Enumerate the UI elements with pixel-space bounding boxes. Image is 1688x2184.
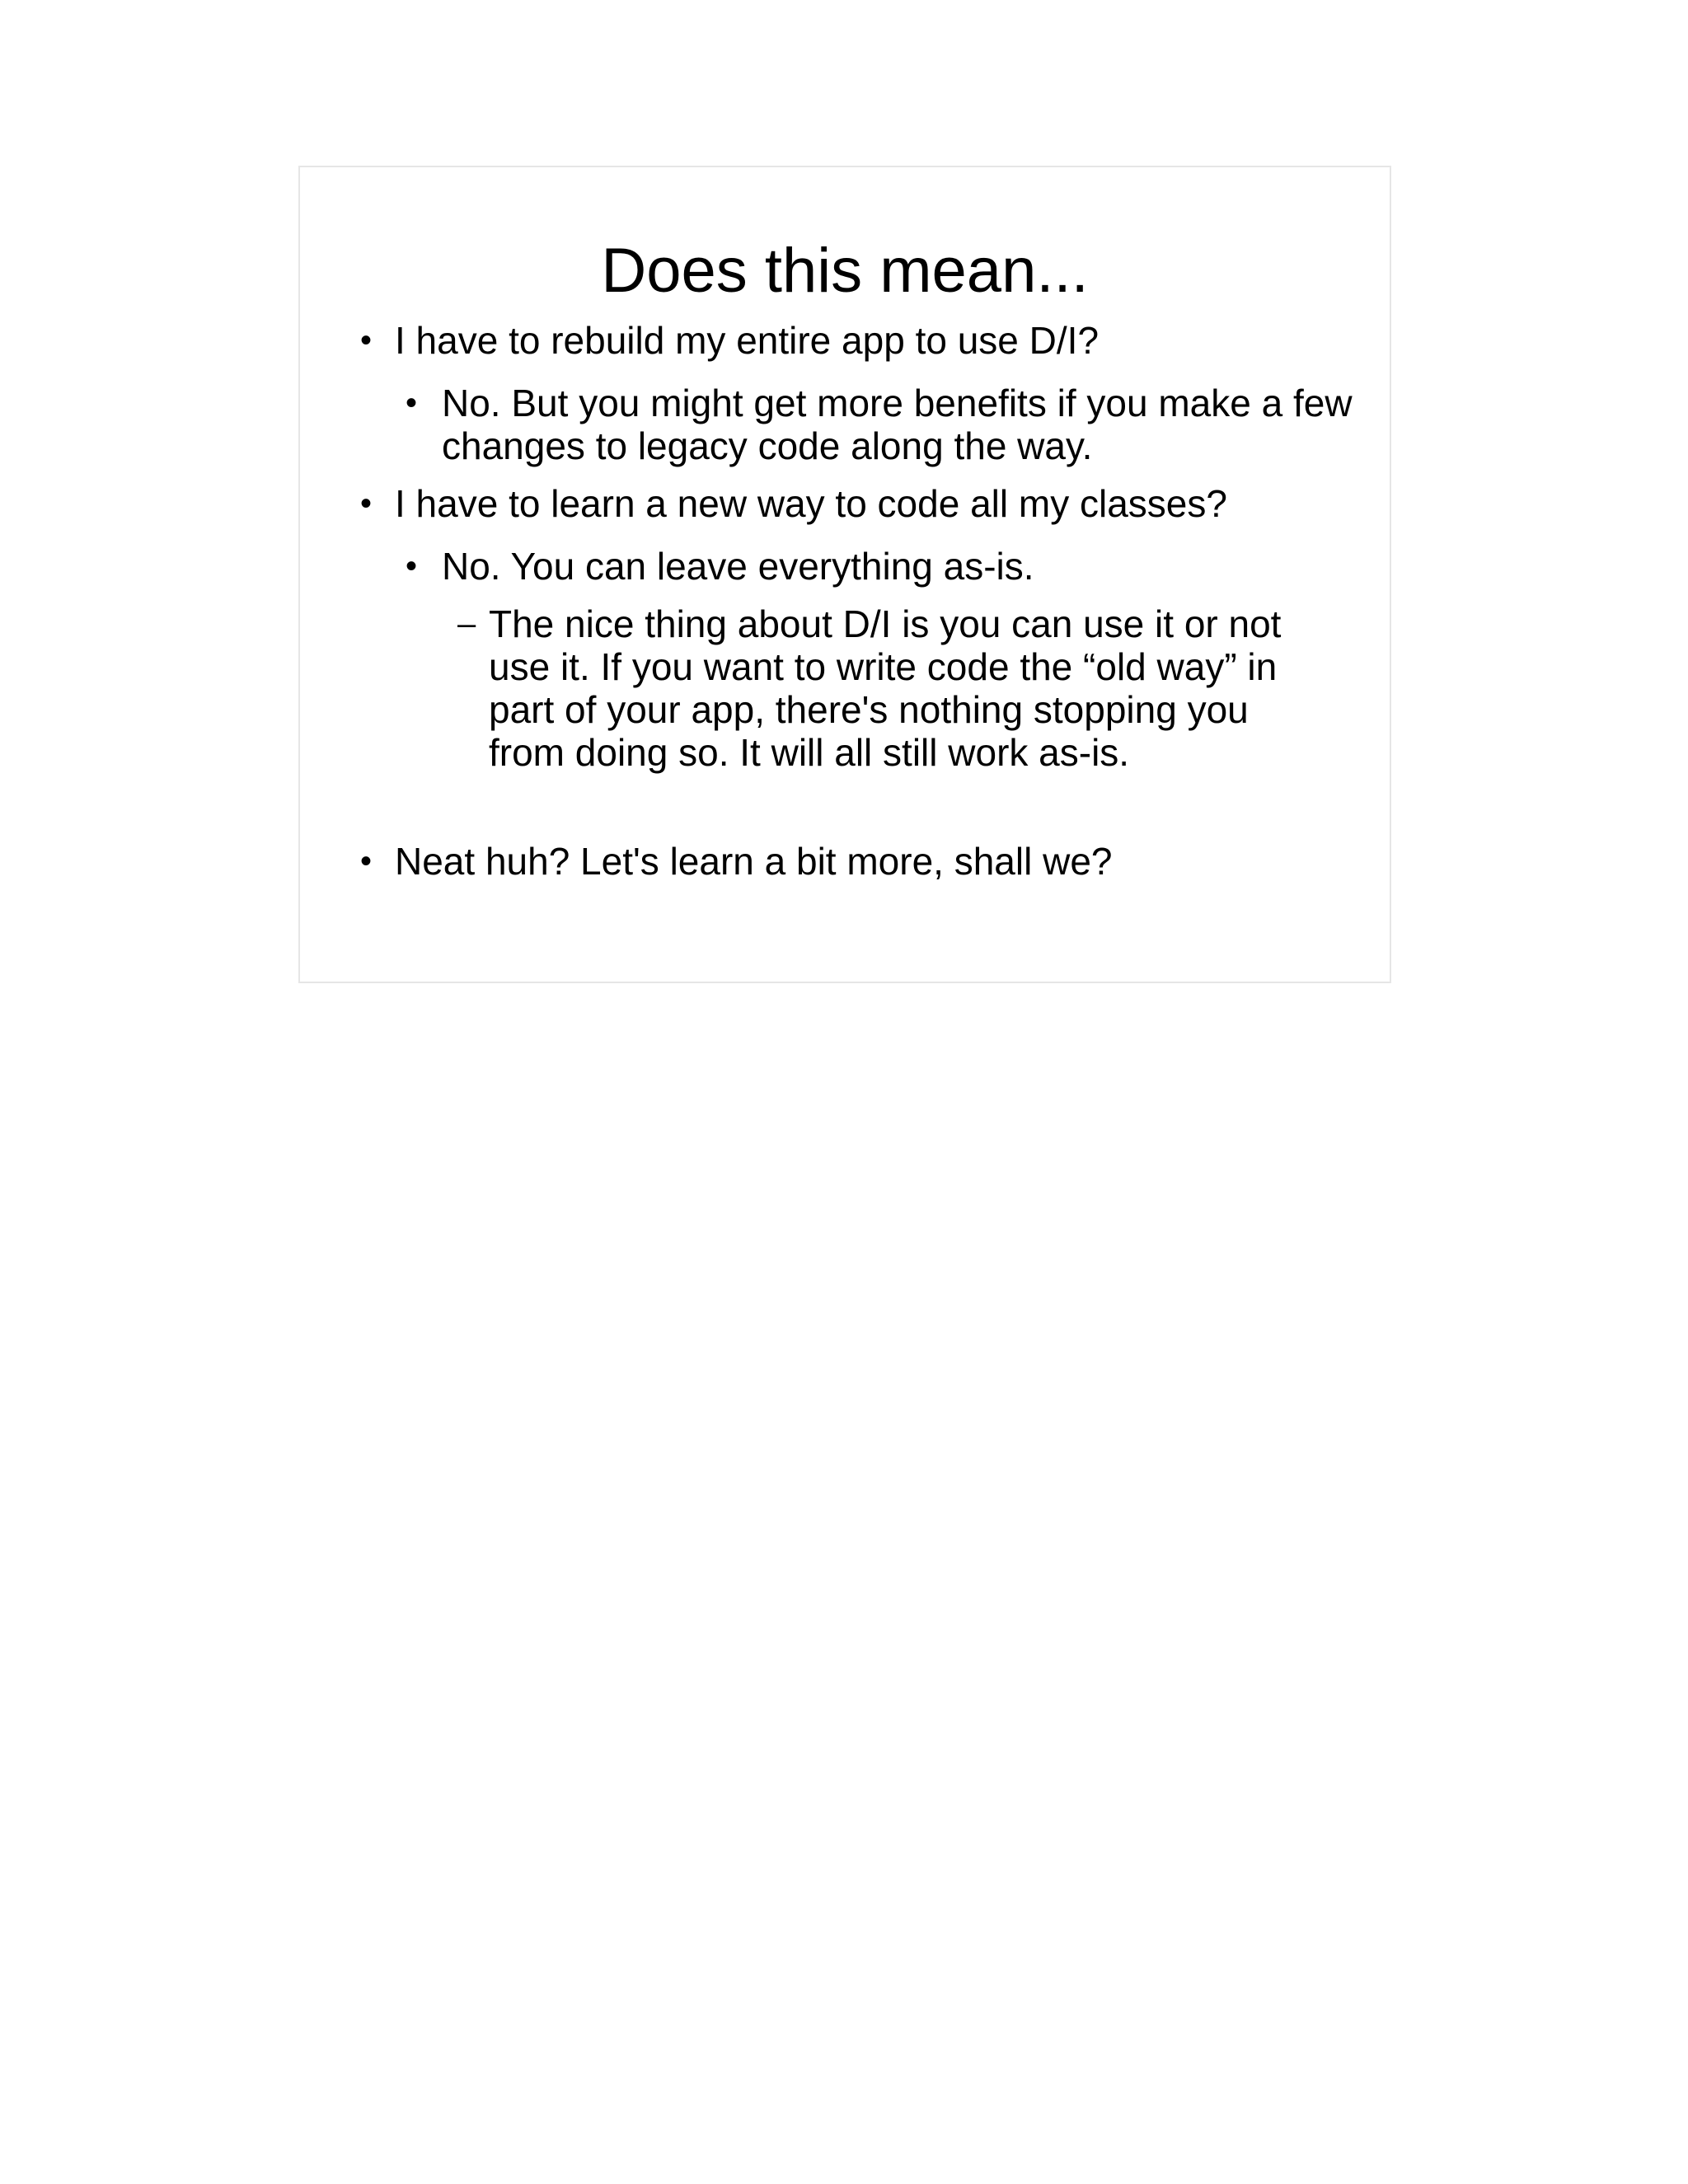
bullet-text: No. You can leave everything as-is. [442, 545, 1034, 588]
slide-frame [298, 166, 1391, 983]
bullet-item [457, 602, 1313, 774]
bullet-item [360, 319, 1343, 362]
bullet-item [406, 382, 1357, 467]
bullet-text: I have to rebuild my entire app to use D/I? [395, 319, 1100, 362]
bullet-text: Neat huh? Let's learn a bit more, shall we? [395, 840, 1113, 883]
dash-marker: – [457, 606, 476, 642]
bullet-marker: • [406, 385, 418, 421]
bullet-marker: • [406, 548, 418, 584]
slide-title: Does this mean... [601, 236, 1089, 306]
bullet-marker: • [360, 322, 373, 359]
bullet-item [360, 840, 1343, 883]
bullet-item [360, 482, 1343, 525]
bullet-text: The nice thing about D/I is you can use it or not use it. If you want to write code the “old way” in part of your app, there's nothing stopping you from doing so. It will all still work as-is. [489, 602, 1282, 774]
bullet-marker: • [360, 843, 373, 879]
bullet-text: I have to learn a new way to code all my classes? [395, 482, 1227, 525]
bullet-text: No. But you might get more benefits if you make a few changes to legacy code along the way. [442, 382, 1353, 467]
bullet-marker: • [360, 485, 373, 522]
bullet-item [406, 545, 1357, 588]
